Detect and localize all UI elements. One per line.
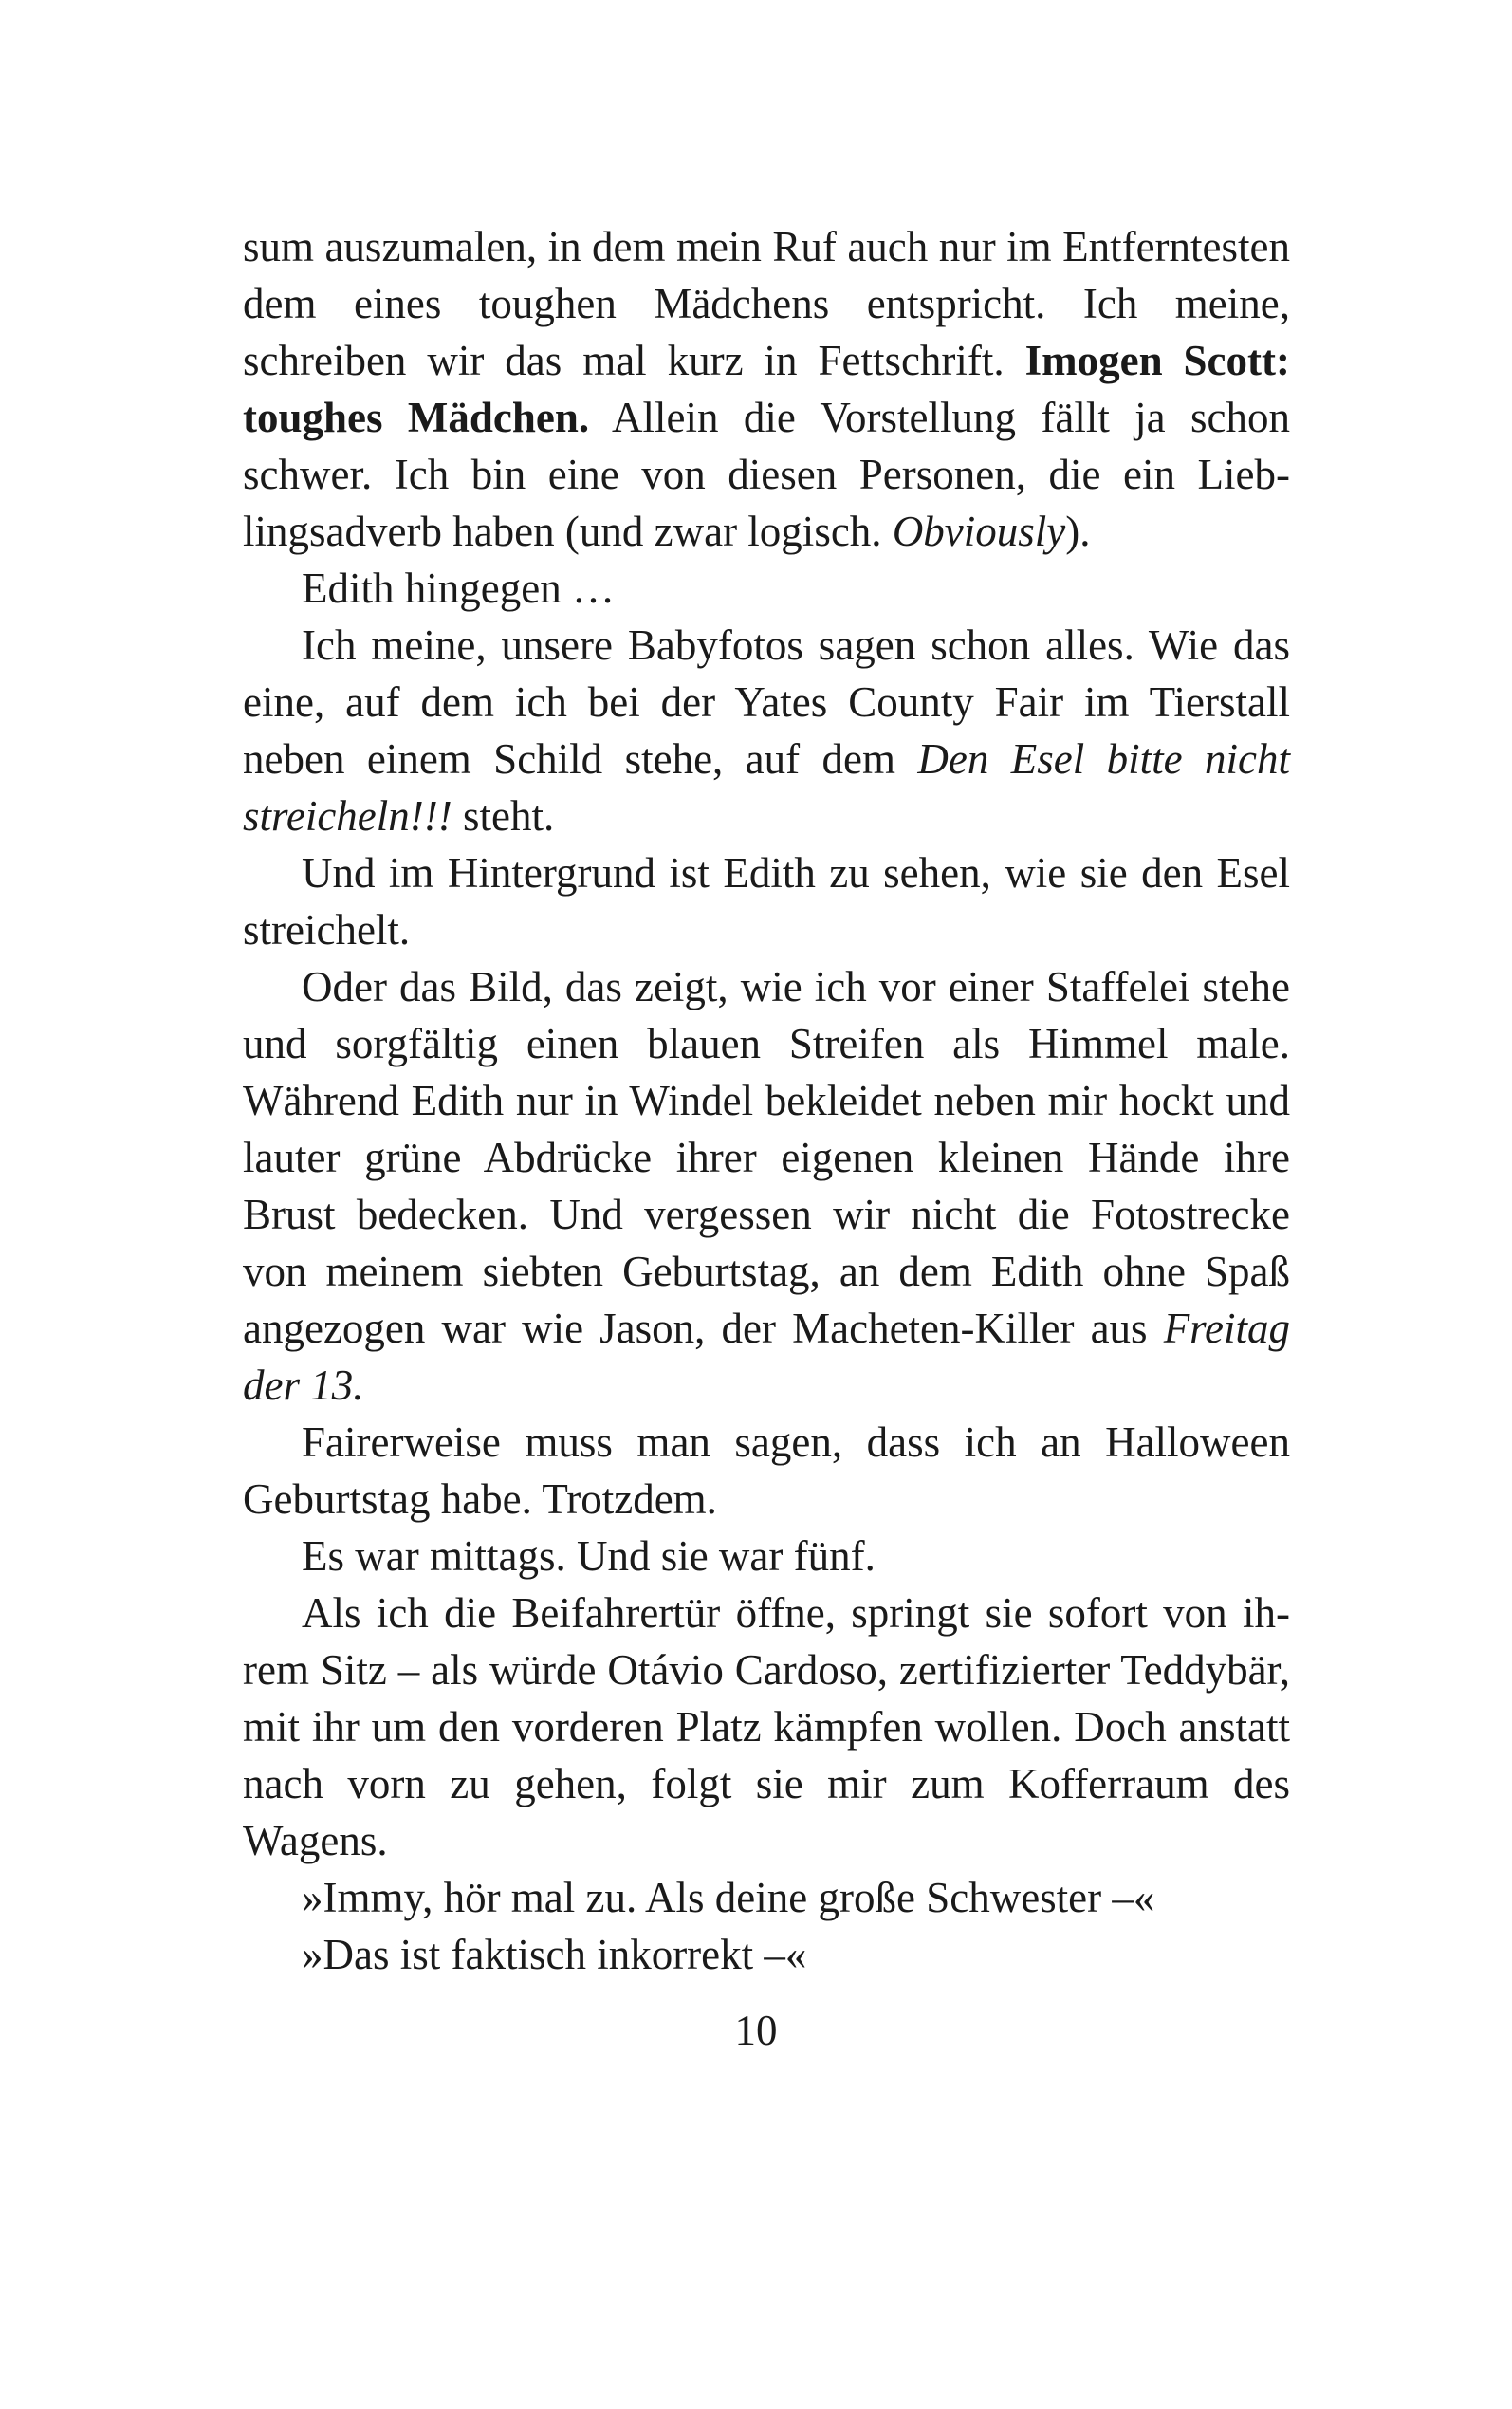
- italic-text-segment: Freitag der 13.: [243, 1305, 1290, 1409]
- text-segment: sum auszumalen, in dem mein Ruf auch nur im Entferntesten dem eines toughen Mädchens entspricht. Ich meine, schreiben wir das mal kurz in Fettschrift.: [243, 223, 1290, 384]
- paragraph-1: [243, 218, 1290, 560]
- text-segment: Und im Hintergrund ist Edith zu sehen, wie sie den Esel streichelt.: [243, 849, 1290, 954]
- text-segment: ).: [1065, 508, 1091, 555]
- paragraph-9: [243, 1869, 1290, 1926]
- paragraph-8: [243, 1584, 1290, 1869]
- text-segment: Edith hingegen …: [302, 565, 615, 612]
- paragraph-7: [243, 1528, 1290, 1584]
- paragraph-4: [243, 844, 1290, 958]
- paragraph-3: [243, 617, 1290, 844]
- italic-text-segment: Den Esel bitte nicht streicheln!!!: [243, 735, 1290, 840]
- text-segment: Ich meine, unsere Babyfotos sagen schon alles. Wie das eine, auf dem ich bei der Yates County Fair im Tierstall neben einem Schild stehe, auf dem: [243, 621, 1290, 783]
- paragraph-10: [243, 1926, 1290, 1983]
- text-segment: steht.: [452, 792, 555, 840]
- bold-text-segment: Imogen Scott: toughes Mädchen.: [243, 337, 1290, 441]
- body-text: [243, 218, 1290, 1983]
- text-segment: Fairerweise muss man sagen, dass ich an Halloween Geburtstag habe. Trotzdem.: [243, 1418, 1290, 1523]
- text-segment: Es war mittags. Und sie war fünf.: [302, 1532, 876, 1580]
- text-segment: »Das ist faktisch inkorrekt –«: [302, 1931, 807, 1978]
- paragraph-6: [243, 1414, 1290, 1528]
- paragraph-2: [243, 560, 1290, 617]
- italic-text-segment: Obviously: [892, 508, 1066, 555]
- paragraph-5: [243, 958, 1290, 1414]
- page-number: 10: [734, 2007, 778, 2054]
- text-segment: Allein die Vorstellung fällt ja schon schwer. Ich bin eine von diesen Personen, die ein Lieblingsadverb haben (und zwar logisch.: [243, 394, 1290, 555]
- text-segment: Oder das Bild, das zeigt, wie ich vor einer Staffelei stehe und sorgfältig einen blauen Streifen als Himmel male. Während Edith nur in Windel bekleidet neben mir hockt und lauter grüne Abdrücke ihrer eigenen kleinen Hände ihre Brust bedecken. Und vergessen wir nicht die Fotostrecke von meinem siebten Geburtstag, an dem Edith ohne Spaß angezogen war wie Jason, der Macheten-Killer aus: [243, 963, 1290, 1352]
- text-segment: Als ich die Beifahrertür öffne, springt sie sofort von ihrem Sitz – als würde Otávio Cardoso, zertifizierter Teddybär, mit ihr um den vorderen Platz kämpfen wollen. Doch anstatt nach vorn zu gehen, folgt sie mir zum Kofferraum des Wagens.: [243, 1589, 1290, 1864]
- text-segment: »Immy, hör mal zu. Als deine große Schwester –«: [302, 1874, 1155, 1921]
